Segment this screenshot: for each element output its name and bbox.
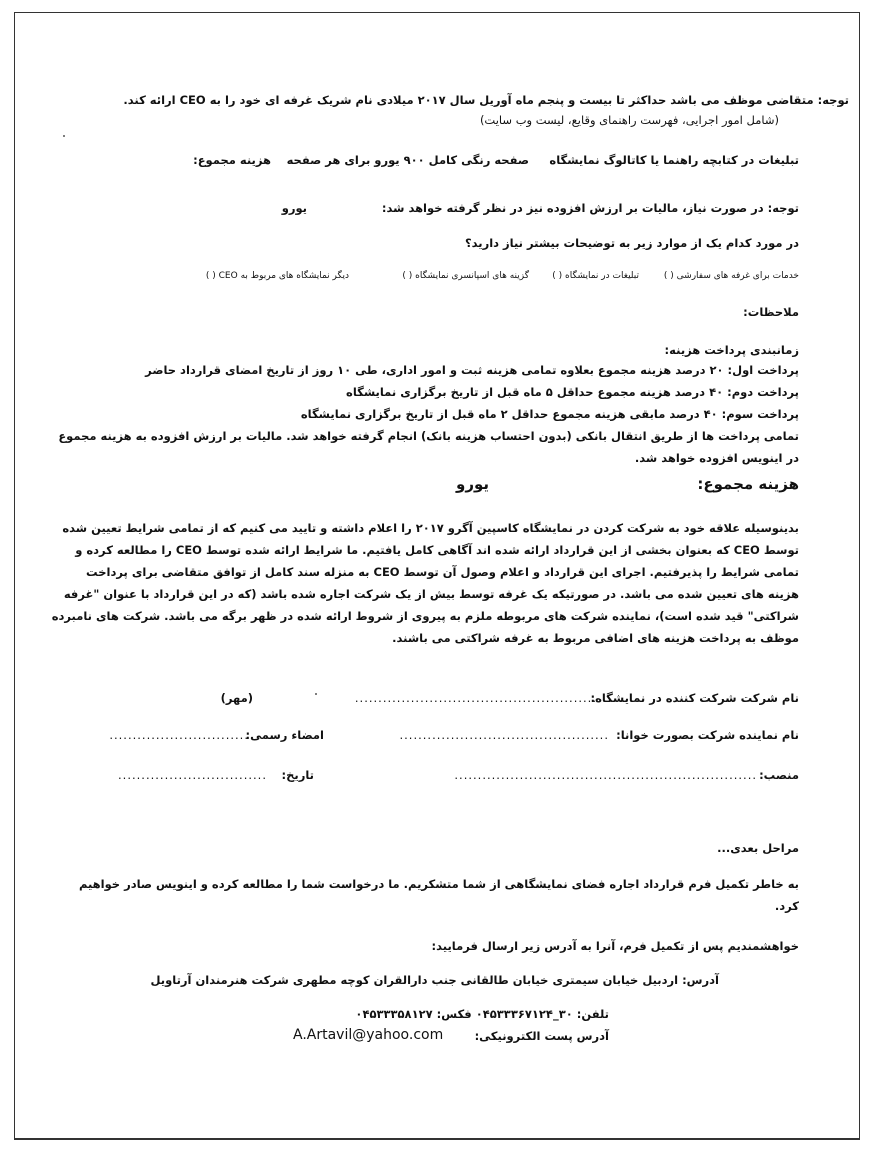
position-label: منصب: [759,768,799,782]
agreement-line-1: بدینوسیله علاقه خود به شرکت کردن در نمایشگاه کاسپین آگرو ۲۰۱۷ را اعلام داشته و تایید می کنیم که از تمامی شرایط تعیین شده [62,521,799,535]
agreement-line-5: شراکتی" قید شده است)، نماینده شرکت های مربوطه ملزم به پیروی از شروط ارائه شده در ظهر برگه می باشد. شرکت های نامبرده [51,609,799,623]
payment-transfer-2: در اینویس افزوده خواهد شد. [634,451,799,465]
agreement-line-6: موظف به پرداخت هزینه های اضافی مربوط به غرفه شراکتی می باشند. [392,631,799,645]
note-line-1: توجه: متقاضی موظف می باشد حداکثر تا بیست و پنجم ماه آوریل سال ۲۰۱۷ میلادی نام شریک غرفه ای خود را به CEO ارائه کند. [123,93,849,107]
stamp-label: (مهر) [220,691,253,705]
vat-note: توجه: در صورت نیاز، مالیات بر ارزش افزوده نیز در نظر گرفته خواهد شد: [381,201,799,215]
send-request: خواهشمندیم پس از تکمیل فرم، آنرا به آدرس زیر ارسال فرمایید: [431,939,799,953]
representative-field[interactable]: ............................................. [399,728,609,742]
next-steps-title: مراحل بعدی... [717,841,799,855]
official-sign-label: امضاء رسمی: [245,728,324,742]
remarks-label: ملاحظات: [743,305,799,319]
company-name-field[interactable]: .................................................... [354,691,597,705]
option-custom-booths[interactable]: خدمات برای غرفه های سفارشی ( ) [663,271,799,281]
advert-label: تبلیغات در کتابچه راهنما یا کاتالوگ نمایشگاه [549,153,799,167]
note-line-2: (شامل امور اجرایی، فهرست راهنمای وقایع، لیست وب سایت) [479,113,779,127]
total-currency: یورو [456,475,489,493]
contact-address: آدرس: اردبیل خیابان سیمتری خیابان طالقانی جنب دارالقران کوچه مطهری شرکت هنرمندان آرتاویل [150,973,719,987]
scan-speck [315,693,317,695]
official-sign-field[interactable]: .............................. [109,728,249,742]
vat-currency: یورو [281,201,307,215]
form-page [14,12,860,1140]
option-advertising[interactable]: تبلیغات در نمایشگاه ( ) [552,271,639,281]
payment-second: پرداخت دوم: ۴۰ درصد هزینه مجموع حداقل ۵ ماه قبل از تاریخ برگزاری نمایشگاه [346,385,799,399]
agreement-line-2: توسط CEO که بعنوان بخشی از این قرارداد ارائه شده اند آگاهی کامل یافتیم. ما شرایط ارائه شده توسط CEO را مطالعه کرده و [75,543,799,557]
next-steps-text-1: به خاطر تکمیل فرم قرارداد اجاره فضای نمایشگاهی از شما متشکریم. ما درخواست شما را مطالعه کرده و اینویس صادر خواهیم [78,877,799,891]
total-heading: هزینه مجموع: [697,475,799,493]
payment-title: زمانبندی پرداخت هزینه: [664,343,799,357]
advert-total-label: هزینه مجموع: [193,153,271,167]
question: در مورد کدام یک از موارد زیر به توضیحات بیشتر نیاز دارید؟ [464,236,799,250]
email-label: آدرس پست الکترونیکی: [474,1029,609,1043]
payment-third: پرداخت سوم: ۴۰ درصد مابقی هزینه مجموع حداقل ۲ ماه قبل از تاریخ برگزاری نمایشگاه [300,407,799,421]
scan-speck [63,135,65,137]
option-other-exhibitions[interactable]: دیگر نمایشگاه های مربوط به CEO ( ) [205,271,349,281]
date-label: تاریخ: [281,768,314,782]
company-name-label: نام شرکت شرکت کننده در نمایشگاه: [590,691,799,705]
option-sponsorship[interactable]: گزینه های اسپانسری نمایشگاه ( ) [402,271,529,281]
payment-first: پرداخت اول: ۲۰ درصد هزینه مجموع بعلاوه تمامی هزینه ثبت و امور اداری، طی ۱۰ روز از تاریخ امضای قرارداد حاضر [145,363,799,377]
email-address[interactable]: A.Artavil@yahoo.com [293,1027,444,1043]
next-steps-text-2: کرد. [774,899,799,913]
position-field[interactable]: ................................................................. [454,768,757,782]
agreement-line-3: تمامی شرایط را پذیرفتیم. اجرای این قرارداد و اعلام وصول آن توسط CEO به منزله سند کامل از توافق متقاضی برای پرداخت [86,565,799,579]
agreement-line-4: هزینه های تعیین شده می باشد. در صورتیکه یک غرفه توسط بیش از یک شرکت اجاره شده باشد (که در این قرارداد با عنوان "غرفه [63,587,799,601]
payment-transfer-1: تمامی پرداخت ها از طریق انتقال بانکی (بدون احتساب هزینه بانک) انجام گرفته خواهد شد. مالیات بر ارزش افزوده به هزینه مجموع [58,429,799,443]
contact-phone: تلفن: ۳۰_۰۴۵۳۳۳۶۷۱۲۴ فکس: ۰۴۵۳۳۳۵۸۱۲۷ [355,1007,609,1021]
advert-price: صفحه رنگی کامل ۹۰۰ یورو برای هر صفحه [286,153,529,167]
date-field[interactable]: ................................ [118,768,267,782]
representative-label: نام نماینده شرکت بصورت خوانا: [616,728,799,742]
